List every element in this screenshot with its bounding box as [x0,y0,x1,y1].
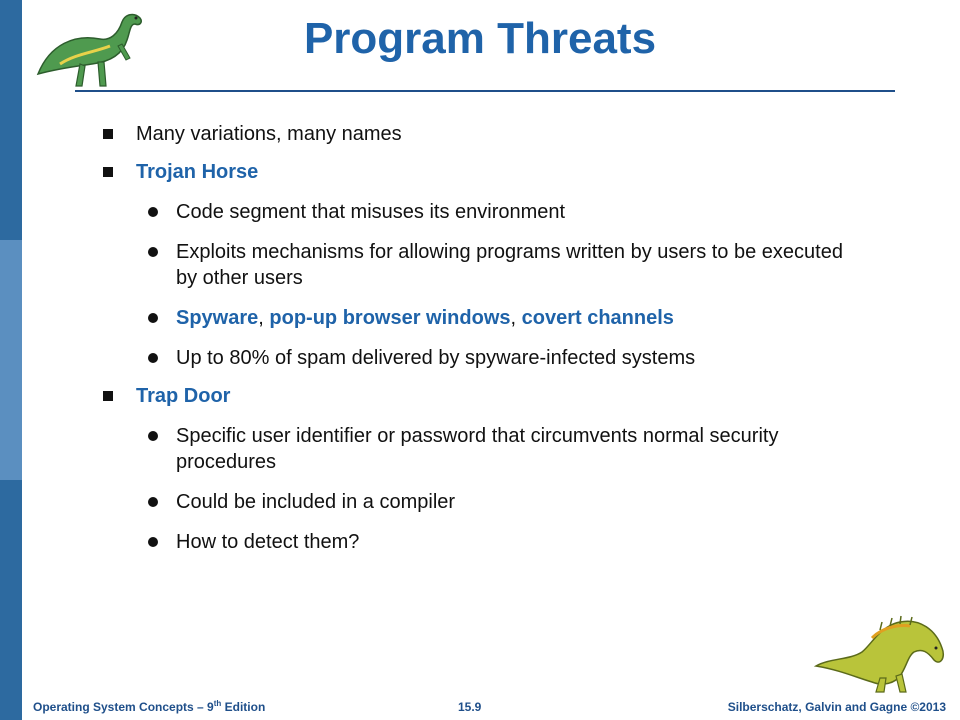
separator: , [258,307,270,329]
footer-book-title-suffix: Edition [221,700,266,714]
sub-bullet-text: Exploits mechanisms for allowing programs written by users to be executed by other users [176,241,843,289]
sub-bullet-text: Code segment that misuses its environment [176,201,566,223]
slide-title: Program Threats [303,14,657,63]
footer-page-number: 15.9 [458,700,482,714]
square-bullet-icon [103,167,113,177]
round-bullet-icon [148,207,158,217]
round-bullet-icon [148,537,158,547]
footer-book-title [33,699,265,714]
square-bullet-icon [103,129,113,139]
keyword-covert-channels: covert channels [521,307,674,329]
keyword-popup-windows: pop-up browser windows [269,307,511,329]
footer-book-title-prefix: Operating System Concepts – 9 [33,700,214,714]
sub-bullet-text: Up to 80% of spam delivered by spyware-infected systems [176,347,696,369]
sub-bullet-text: Specific user identifier or password that circumvents normal security procedures [176,425,779,473]
keyword-spyware: Spyware [176,307,259,329]
square-bullet-icon [103,391,113,401]
round-bullet-icon [148,431,158,441]
footer-copyright: Silberschatz, Galvin and Gagne ©2013 [727,700,946,714]
sub-bullet-text [176,305,856,331]
round-bullet-icon [148,247,158,257]
footer-superscript: th [213,699,222,708]
round-bullet-icon [148,353,158,363]
bullet-text-trojan-horse: Trojan Horse [136,161,259,183]
round-bullet-icon [148,497,158,507]
separator: , [510,307,522,329]
round-bullet-icon [148,313,158,323]
sub-bullet-text: How to detect them? [176,531,360,553]
sub-bullet-text: Could be included in a compiler [176,491,456,513]
dinosaur-logo-icon [810,608,950,698]
bullet-text-trap-door: Trap Door [136,385,231,407]
bullet-text: Many variations, many names [136,123,402,145]
